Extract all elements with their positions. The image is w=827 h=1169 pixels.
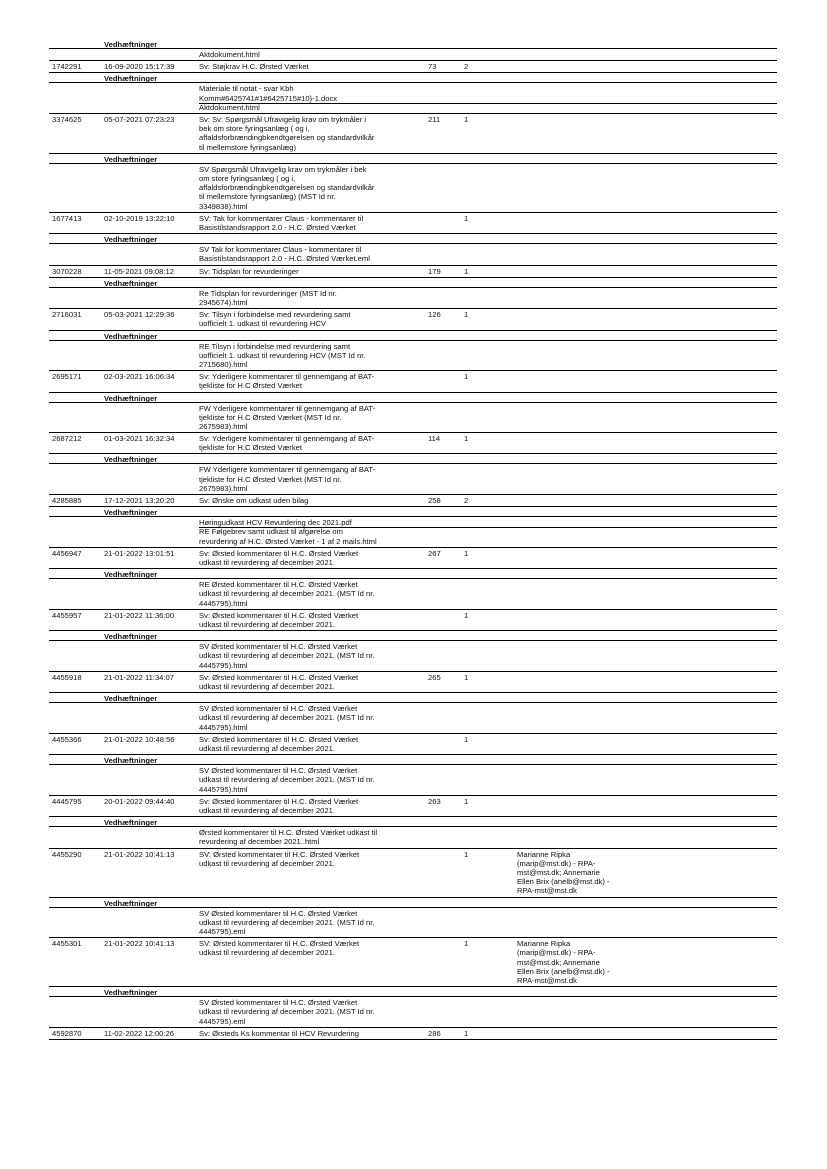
attachments-label: Vedhæftninger <box>104 570 158 580</box>
attachments-label: Vedhæftninger <box>104 235 158 245</box>
attachments-row <box>49 83 777 114</box>
record-row <box>49 610 777 631</box>
attachments-row <box>49 765 777 796</box>
attachment-list <box>199 165 427 211</box>
attachment-list <box>199 465 427 493</box>
attachments-label-row <box>49 569 777 579</box>
attachments-row <box>49 164 777 213</box>
attachments-label: Vedhæftninger <box>104 898 158 908</box>
record-row <box>49 309 777 330</box>
attachments-label-row <box>49 278 777 288</box>
record-id: 4455366 <box>52 734 82 744</box>
attachments-label-row <box>49 234 777 244</box>
record-id: 4592870 <box>52 1028 82 1038</box>
record-date: 02-03-2021 16:06:34 <box>104 372 175 382</box>
attachments-row <box>49 908 777 939</box>
record-date: 02-10-2019 13:22:10 <box>104 213 175 223</box>
attachments-label-row <box>49 631 777 641</box>
record-subject: Sv: Tilsyn i forbindelse med revurdering samt uofficielt 1. udkast til revurdering HCV <box>199 310 351 329</box>
record-id: 4456947 <box>52 548 82 558</box>
attachment-filename: Re Tidsplan for revurderinger (MST Id nr. 2945674).html <box>199 288 337 307</box>
record-subject: Sv: Ørsteds Ks kommentar til HCV Revurdering <box>199 1028 359 1038</box>
attachment-list <box>199 998 427 1026</box>
record-number: 114 <box>428 434 441 444</box>
attachment-filename: FW Yderligere kommentarer til gennemgang af BAT- tjekliste for H.C Ørsted Værket (MST Id nr. 2675983).html <box>199 403 376 431</box>
record-attachment-count: 1 <box>464 310 469 320</box>
record-row <box>49 1028 777 1040</box>
record-number: 263 <box>428 796 441 806</box>
record-date: 11-02-2022 12:00:26 <box>104 1028 174 1038</box>
attachment-list <box>199 828 427 846</box>
record-id: 3374625 <box>52 114 82 124</box>
record-recipients: Marianne Ripka (marip@mst.dk) - RPA- mst@mst.dk; Annemarie Ellen Brix (anelb@mst.dk) - RPA-mst@mst.dk <box>517 939 610 985</box>
record-id: 4455290 <box>52 849 82 859</box>
record-number: 265 <box>428 672 441 682</box>
attachments-label-row <box>49 817 777 827</box>
record-subject: Sv: Tidsplan for revurderinger <box>199 266 299 276</box>
record-date: 21-01-2022 10:41:13 <box>104 849 175 859</box>
record-row <box>49 938 777 987</box>
record-date: 16-09-2020 15:17:39 <box>104 62 175 72</box>
record-number: 179 <box>428 266 441 276</box>
record-attachment-count: 1 <box>464 114 469 124</box>
attachment-filename: FW Yderligere kommentarer til gennemgang af BAT- tjekliste for H.C Ørsted Værket (MST Id nr. 2675983).html <box>199 465 376 493</box>
record-id: 4455957 <box>52 610 82 620</box>
attachments-row <box>49 997 777 1028</box>
attachments-label: Vedhæftninger <box>104 278 158 288</box>
record-attachment-count: 1 <box>464 548 469 558</box>
record-attachment-count: 1 <box>464 849 469 859</box>
record-row <box>49 371 777 392</box>
attachment-filename: RE Tilsyn i forbindelse med revurdering samt uofficielt 1. udkast til revurdering HCV (MST Id nr. 2715680).html <box>199 341 366 369</box>
attachment-list <box>199 580 427 608</box>
record-date: 05-07-2021 07:23:23 <box>104 114 175 124</box>
record-attachment-count: 1 <box>464 372 469 382</box>
attachments-label: Vedhæftninger <box>104 756 158 766</box>
attachment-filename: SV Ørsted kommentarer til H.C. Ørsted Værket udkast til revurdering af december 2021. (MST Id nr. 4445795).eml <box>199 908 375 936</box>
attachments-row <box>49 641 777 672</box>
attachments-label: Vedhæftninger <box>104 393 158 403</box>
attachment-filename: RE Følgebrev samt udkast til afgørelse om revurdering af H.C. Ørsted Værket - 1 af 2 mails.html <box>199 527 377 546</box>
record-date: 21-01-2022 13:01:51 <box>104 548 175 558</box>
attachment-filename: Ørsted kommentarer til H.C. Ørsted Værket udkast til revurdering af december 2021..html <box>199 828 378 847</box>
attachment-list <box>199 404 427 432</box>
attachments-row <box>49 49 777 61</box>
record-id: 4445795 <box>52 796 82 806</box>
record-subject: Sv: Ørsted kommentarer til H.C. Ørsted Værket udkast til revurdering af december 2021. <box>199 796 359 815</box>
attachment-filename: Materiale til notat - svar Kbh Komm#6425741#1#6425715#10}-1.docx <box>199 84 338 103</box>
journal-sheet <box>49 39 777 1040</box>
record-date: 21-01-2022 10:41:13 <box>104 939 175 949</box>
attachments-label: Vedhæftninger <box>104 818 158 828</box>
attachments-row <box>49 403 777 434</box>
attachment-filename: Aktdokument.html <box>199 102 260 112</box>
attachment-filename: SV Ørsted kommentarer til H.C. Ørsted Værket udkast til revurdering af december 2021. (MST Id nr. 4445795).html <box>199 766 375 794</box>
record-row <box>49 433 777 454</box>
record-attachment-count: 1 <box>464 939 469 949</box>
record-id: 2716031 <box>52 310 82 320</box>
attachments-label-row <box>49 73 777 83</box>
record-id: 1677413 <box>52 213 82 223</box>
record-id: 2687212 <box>52 434 82 444</box>
attachment-list <box>199 289 427 307</box>
record-row <box>49 213 777 234</box>
attachment-list <box>199 50 427 59</box>
attachments-label: Vedhæftninger <box>104 154 158 164</box>
record-date: 20-01-2022 09:44:40 <box>104 796 175 806</box>
record-attachment-count: 1 <box>464 672 469 682</box>
record-date: 05-03-2021 12:29:36 <box>104 310 175 320</box>
record-date: 21-01-2022 10:48:56 <box>104 734 175 744</box>
record-attachment-count: 2 <box>464 496 469 506</box>
record-attachment-count: 1 <box>464 610 469 620</box>
record-row <box>49 266 777 278</box>
attachment-list <box>199 909 427 937</box>
record-subject: Sv: Ørsted kommentarer til H.C. Ørsted Værket udkast til revurdering af december 2021. <box>199 734 359 754</box>
attachments-label: Vedhæftninger <box>104 331 158 341</box>
record-subject: Sv: Ørsted kommentarer til H.C. Ørsted Værket udkast til revurdering af december 2021. <box>199 548 359 568</box>
record-subject: Sv: Yderligere kommentarer til gennemgang af BAT- tjekliste for H.C Ørsted Værket <box>199 434 375 453</box>
attachments-label: Vedhæftninger <box>104 74 158 84</box>
record-subject: SV: Ørsted kommentarer til H.C. Ørsted Værket udkast til revurdering af december 2021. <box>199 849 360 868</box>
attachment-list <box>199 245 427 263</box>
attachments-label: Vedhæftninger <box>104 632 158 642</box>
attachment-filename: SV Ørsted kommentarer til H.C. Ørsted Værket udkast til revurdering af december 2021. (MST Id nr. 4445795).html <box>199 642 375 670</box>
record-row <box>49 849 777 898</box>
attachment-filename: SV Tak for kommentarer Claus - kommentarer til Basistilstandsrapport 2.0 - H.C. Ørsted Værket.eml <box>199 245 370 264</box>
attachments-label-row <box>49 987 777 997</box>
record-attachment-count: 1 <box>464 1028 469 1038</box>
record-subject: SV: Tak for kommentarer Claus - kommentarer til Basistilstandsrapport 2.0 - H.C. Ørsted Værket <box>199 213 364 232</box>
attachments-label-row <box>49 693 777 703</box>
record-row <box>49 495 777 507</box>
attachments-label: Vedhæftninger <box>104 508 158 518</box>
record-attachment-count: 1 <box>464 266 469 276</box>
attachments-label-row <box>49 454 777 464</box>
record-row <box>49 548 777 569</box>
record-id: 1742291 <box>52 62 82 72</box>
attachments-row <box>49 288 777 309</box>
record-id: 3070228 <box>52 266 82 276</box>
record-subject: Sv: Støjkrav H.C. Ørsted Værket <box>199 62 309 72</box>
record-id: 4455301 <box>52 939 82 949</box>
record-row <box>49 734 777 755</box>
attachment-list <box>199 518 427 546</box>
record-row <box>49 114 777 154</box>
record-date: 21-01-2022 11:34:07 <box>104 672 174 682</box>
record-subject: SV: Ørsted kommentarer til H.C. Ørsted Værket udkast til revurdering af december 2021. <box>199 939 360 958</box>
record-number: 286 <box>428 1028 441 1038</box>
record-attachment-count: 1 <box>464 213 469 223</box>
attachment-filename: Aktdokument.html <box>199 50 260 59</box>
attachment-filename: SV Ørsted kommentarer til H.C. Ørsted Værket udkast til revurdering af december 2021. (MST Id nr. 4445795).html <box>199 704 375 732</box>
record-date: 11-05-2021 09:08:12 <box>104 266 174 276</box>
attachments-label: Vedhæftninger <box>104 694 158 704</box>
record-date: 21-01-2022 11:36:00 <box>104 610 174 620</box>
attachments-label-row <box>49 507 777 517</box>
record-recipients: Marianne Ripka (marip@mst.dk) - RPA- mst@mst.dk; Annemarie Ellen Brix (anelb@mst.dk) - RPA-mst@mst.dk <box>517 849 610 896</box>
attachments-label-row <box>49 393 777 403</box>
attachments-label: Vedhæftninger <box>104 40 158 49</box>
record-attachment-count: 1 <box>464 796 469 806</box>
record-subject: Sv: Ørsted kommentarer til H.C. Ørsted Værket udkast til revurdering af december 2021. <box>199 610 359 630</box>
record-id: 4285885 <box>52 496 82 506</box>
record-subject: Sv: Ørsted kommentarer til H.C. Ørsted Værket udkast til revurdering af december 2021. <box>199 672 359 692</box>
attachment-list <box>199 766 427 794</box>
record-number: 126 <box>428 310 441 320</box>
attachment-filename: SV Spørgsmål Ufravigelig krav om trykmåler i bek om store fyringsanlæg ( og i, affaldsforbrændingbkendtgørelsen og standardvilkår til mellemstore fyringsanlæg) (MST Id nr. 3349838).html <box>199 164 375 211</box>
attachments-label: Vedhæftninger <box>104 988 158 998</box>
attachments-label-row <box>49 331 777 341</box>
attachments-row <box>49 341 777 372</box>
record-subject: Sv: Ønske om udkast uden bilag <box>199 496 309 506</box>
attachments-label-row <box>49 39 777 49</box>
attachments-row <box>49 517 777 548</box>
record-date: 01-03-2021 16:32:34 <box>104 434 175 444</box>
record-attachment-count: 1 <box>464 434 469 444</box>
record-date: 17-12-2021 13:20:20 <box>104 496 175 506</box>
record-number: 258 <box>428 496 441 506</box>
record-row <box>49 796 777 817</box>
attachments-label: Vedhæftninger <box>104 455 158 465</box>
attachment-list <box>199 704 427 732</box>
record-number: 73 <box>428 62 437 72</box>
attachment-filename: Høringudkast HCV Revurdering dec 2021.pdf <box>199 518 352 528</box>
record-subject: Sv: Yderligere kommentarer til gennemgang af BAT- tjekliste for H.C Ørsted Værket <box>199 372 375 391</box>
attachment-list <box>199 84 427 112</box>
record-attachment-count: 2 <box>464 62 469 72</box>
attachments-label-row <box>49 898 777 908</box>
attachments-row <box>49 464 777 495</box>
record-subject: Sv: Sv: Spørgsmål Ufravigelig krav om trykmåler i bek om store fyringsanlæg ( og i, affaldsforbrændingbkendtgørelsen og standardvilkår til mellemstore fyringsanlæg) <box>199 114 375 152</box>
attachment-list <box>199 342 427 370</box>
attachments-row <box>49 579 777 610</box>
record-row <box>49 61 777 73</box>
record-number: 267 <box>428 548 441 558</box>
attachments-label-row <box>49 755 777 765</box>
record-id: 2695171 <box>52 372 82 382</box>
attachments-row <box>49 703 777 734</box>
attachment-filename: RE Ørsted kommentarer til H.C. Ørsted Værket udkast til revurdering af december 2021. (MST Id nr. 4445795).html <box>199 580 375 608</box>
attachment-filename: SV Ørsted kommentarer til H.C. Ørsted Værket udkast til revurdering af december 2021. (MST Id nr. 4445795).eml <box>199 998 375 1026</box>
record-attachment-count: 1 <box>464 734 469 744</box>
attachments-label-row <box>49 154 777 164</box>
record-id: 4455918 <box>52 672 82 682</box>
attachments-row <box>49 827 777 848</box>
attachment-list <box>199 642 427 670</box>
attachments-row <box>49 244 777 265</box>
record-number: 211 <box>428 114 441 124</box>
record-row <box>49 672 777 693</box>
